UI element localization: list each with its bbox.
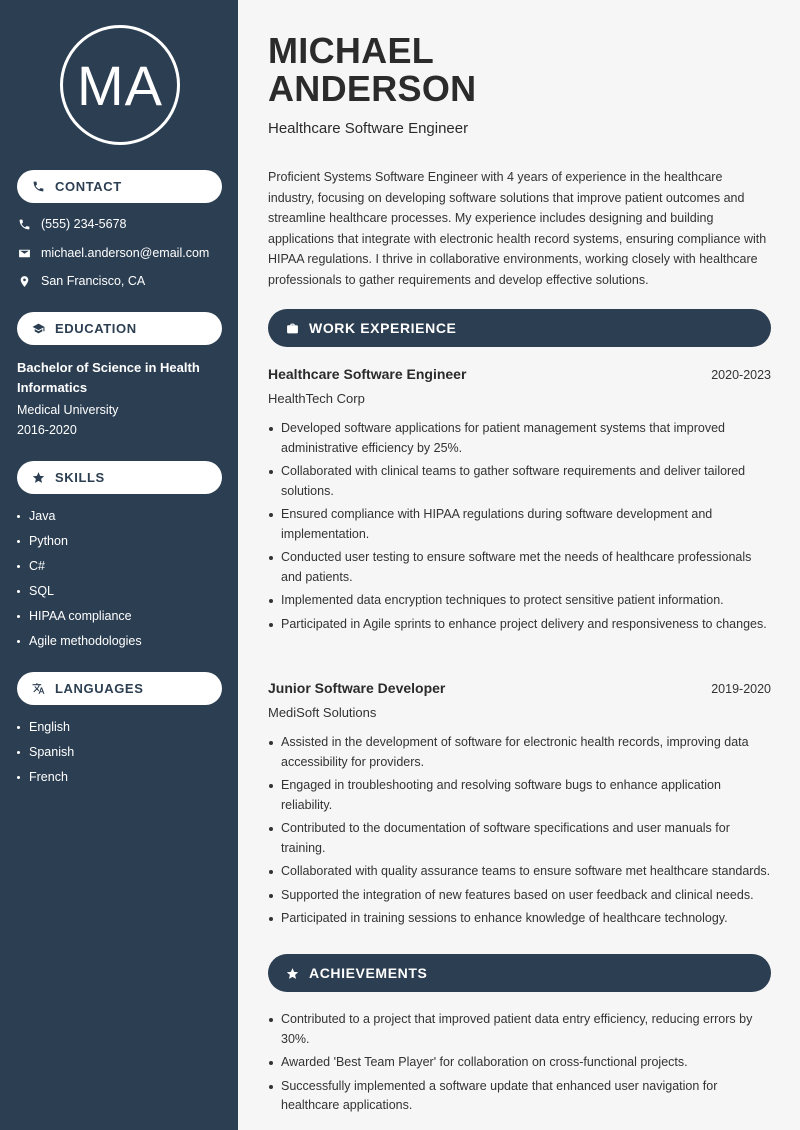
job-role: Junior Software Developer: [268, 680, 446, 696]
contact-email: [17, 246, 209, 260]
languages-heading: [17, 672, 222, 705]
achievement-item: Contributed to a project that improved patient data entry efficiency, reducing errors by 30%.: [268, 1010, 771, 1049]
language-item: French: [17, 765, 74, 790]
mail-icon: [17, 246, 31, 260]
work-heading-label: WORK EXPERIENCE: [309, 320, 457, 336]
bullet-item: Collaborated with quality assurance teams to ensure software met healthcare standards.: [268, 862, 771, 882]
skill-item: Python: [17, 529, 142, 554]
star-icon: [31, 471, 45, 485]
first-name: MICHAEL: [268, 30, 435, 71]
job-bullets: [268, 419, 771, 634]
language-item: Spanish: [17, 740, 74, 765]
email-text: michael.anderson@email.com: [41, 246, 210, 260]
job-entry: [268, 366, 771, 638]
bullet-item: Implemented data encryption techniques to protect sensitive patient information.: [268, 591, 771, 611]
skill-item: Agile methodologies: [17, 629, 142, 654]
graduation-cap-icon: [31, 322, 45, 336]
job-company: MediSoft Solutions: [268, 705, 377, 720]
achievements-heading-label: ACHIEVEMENTS: [309, 965, 428, 981]
skills-heading: [17, 461, 222, 494]
contact-heading-label: CONTACT: [55, 179, 122, 194]
education-heading-label: EDUCATION: [55, 321, 137, 336]
phone-text: (555) 234-5678: [41, 217, 127, 231]
job-company: HealthTech Corp: [268, 391, 365, 406]
skill-item: C#: [17, 554, 142, 579]
school: Medical University: [17, 403, 119, 417]
achievements-heading: [268, 954, 771, 992]
languages-list: [17, 715, 74, 790]
skill-item: HIPAA compliance: [17, 604, 142, 629]
bullet-item: Contributed to the documentation of software specifications and user manuals for training.: [268, 819, 771, 858]
contact-phone: [17, 217, 126, 231]
translate-icon: [31, 682, 45, 696]
education-entry: [17, 358, 222, 440]
star-icon: [285, 966, 299, 980]
bullet-item: Developed software applications for patient management systems that improved administrative efficiency by 25%.: [268, 419, 771, 458]
location-text: San Francisco, CA: [41, 274, 146, 288]
job-title: Healthcare Software Engineer: [268, 120, 469, 137]
job-entry: [268, 680, 771, 933]
languages-heading-label: LANGUAGES: [55, 681, 144, 696]
last-name: ANDERSON: [268, 68, 477, 109]
education-years: 2016-2020: [17, 423, 77, 437]
skills-heading-label: SKILLS: [55, 470, 105, 485]
job-bullets: [268, 733, 771, 929]
skill-item: SQL: [17, 579, 142, 604]
language-item: English: [17, 715, 74, 740]
job-role: Healthcare Software Engineer: [268, 366, 467, 382]
work-experience-heading: [268, 309, 771, 347]
bullet-item: Participated in Agile sprints to enhance project delivery and responsiveness to changes.: [268, 615, 771, 635]
achievements-list: [268, 1010, 771, 1120]
monogram-avatar: MA: [60, 25, 180, 145]
contact-heading: [17, 170, 222, 203]
phone-icon: [17, 217, 31, 231]
contact-location: [17, 274, 145, 288]
job-dates: 2019-2020: [711, 682, 771, 696]
achievement-item: Awarded 'Best Team Player' for collaboration on cross-functional projects.: [268, 1053, 771, 1073]
achievement-item: Successfully implemented a software update that enhanced user navigation for healthcare applications.: [268, 1077, 771, 1116]
phone-icon: [31, 180, 45, 194]
job-dates: 2020-2023: [711, 368, 771, 382]
bullet-item: Collaborated with clinical teams to gather software requirements and deliver tailored solutions.: [268, 462, 771, 501]
briefcase-icon: [285, 321, 299, 335]
bullet-item: Supported the integration of new features based on user feedback and clinical needs.: [268, 886, 771, 906]
sidebar: [0, 0, 238, 1130]
location-pin-icon: [17, 274, 31, 288]
bullet-item: Conducted user testing to ensure software met the needs of healthcare professionals and patients.: [268, 548, 771, 587]
candidate-name: [268, 32, 476, 108]
bullet-item: Assisted in the development of software for electronic health records, improving data accessibility for providers.: [268, 733, 771, 772]
bullet-item: Ensured compliance with HIPAA regulations during software development and implementation.: [268, 505, 771, 544]
education-heading: [17, 312, 222, 345]
profile-summary: Proficient Systems Software Engineer with 4 years of experience in the healthcare industry, focusing on developing software solutions that improve patient outcomes and streamline healthcare processes. My experience includes designing and building applications that integrate with electronic health record systems, ensuring compliance with HIPAA regulations. I thrive in collaborative environments, working closely with healthcare professionals to gather requirements and develop effective solutions.: [268, 170, 767, 287]
bullet-item: Participated in training sessions to enhance knowledge of healthcare technology.: [268, 909, 771, 929]
skills-list: [17, 504, 142, 654]
bullet-item: Engaged in troubleshooting and resolving software bugs to enhance application reliability.: [268, 776, 771, 815]
degree: Bachelor of Science in Health Informatics: [17, 360, 200, 395]
skill-item: Java: [17, 504, 142, 529]
